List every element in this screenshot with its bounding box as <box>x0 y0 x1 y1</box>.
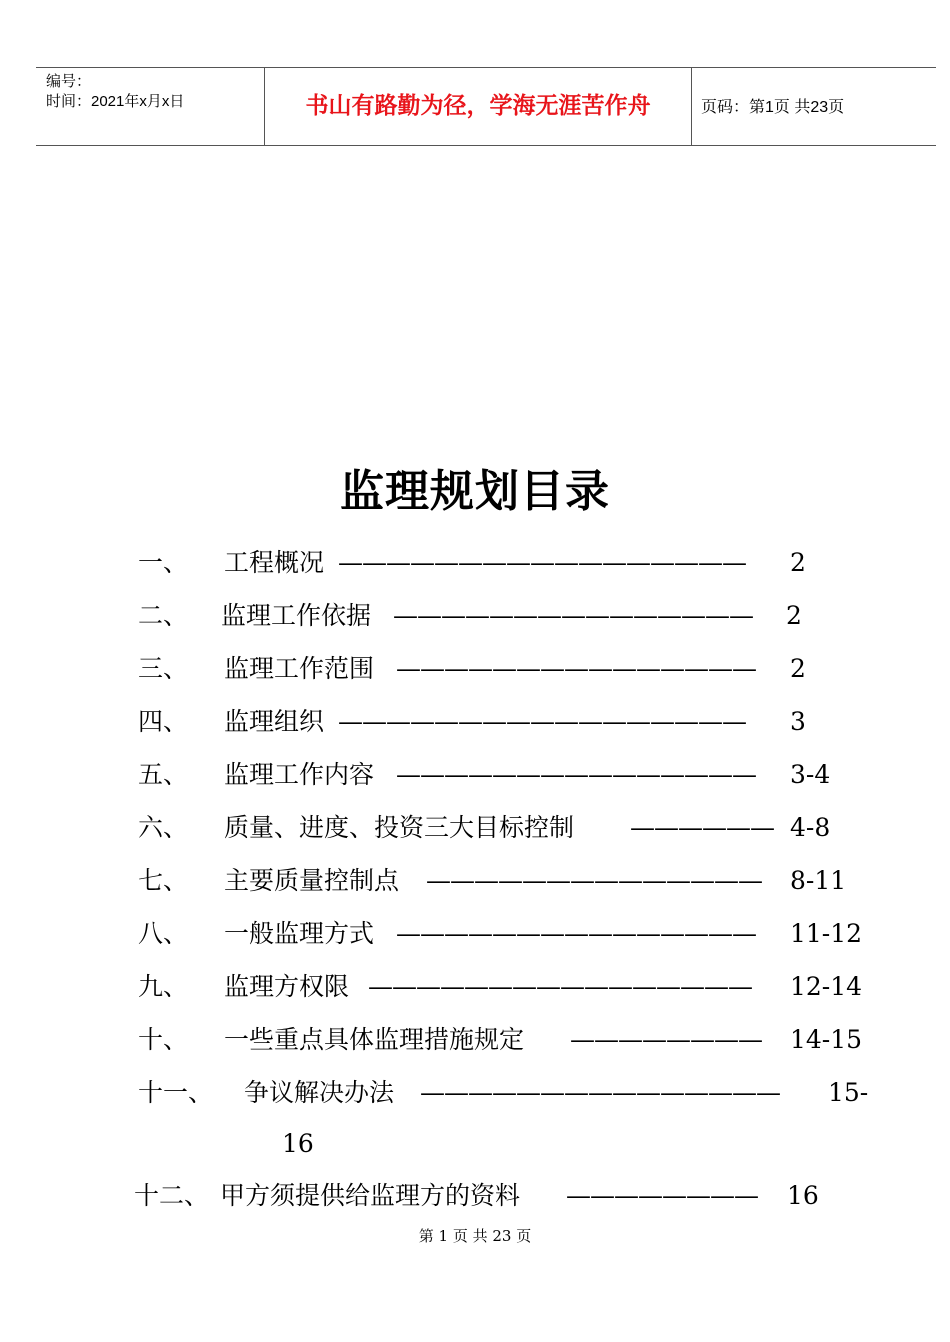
page-info: 页码：第1页 共23页 <box>701 99 845 116</box>
toc-item-pages: 14-15 <box>790 1025 863 1054</box>
toc-item-pages: 3-4 <box>790 760 831 789</box>
toc-item-leader: ——————————————— <box>393 601 753 630</box>
toc-item-label: 监理方权限 <box>224 972 350 1001</box>
toc-item-label: 监理组织 <box>224 707 325 736</box>
code-label: 编号： <box>46 73 92 90</box>
toc-item-pages: 8-11 <box>790 866 847 895</box>
toc-item-number: 十、 <box>138 1025 189 1054</box>
toc-item-label: 工程概况 <box>224 548 325 577</box>
toc-item-pages: 15- <box>828 1078 869 1107</box>
toc-item-pages: 4-8 <box>790 813 831 842</box>
toc-item-number: 九、 <box>138 972 189 1001</box>
motto: 书山有路勤为径，学海无涯苦作舟 <box>305 92 651 119</box>
toc-item-label: 一般监理方式 <box>224 919 375 948</box>
toc-item-leader: ——————————————— <box>396 654 756 683</box>
document-title: 监理规划目录 <box>340 466 610 517</box>
page-header <box>36 67 936 146</box>
header-page-cell <box>691 68 936 145</box>
toc-item-pages: 2 <box>790 548 806 577</box>
toc-item-number: 十二、 <box>134 1181 210 1210</box>
toc-item-number: 四、 <box>138 707 189 736</box>
toc-item-leader: ———————————————— <box>368 972 752 1001</box>
toc-item-number: 一、 <box>138 548 189 577</box>
toc-item-pages-continued: 16 <box>282 1129 314 1158</box>
toc-item-label: 争议解决办法 <box>244 1078 395 1107</box>
header-motto-cell <box>264 68 692 145</box>
toc-item-label: 质量、进度、投资三大目标控制 <box>224 813 575 842</box>
toc-item-pages: 3 <box>790 707 806 736</box>
toc-item-label: 监理工作依据 <box>221 601 372 630</box>
toc-item-label: 监理工作内容 <box>224 760 375 789</box>
toc-item-pages: 2 <box>790 654 806 683</box>
toc-item-number: 八、 <box>138 919 189 948</box>
toc-item-leader: ——————————————— <box>420 1078 780 1107</box>
toc-item-leader: ———————— <box>570 1025 762 1054</box>
toc-item-pages: 11-12 <box>790 919 863 948</box>
toc-item-label: 一些重点具体监理措施规定 <box>224 1025 525 1054</box>
toc-item-pages: 2 <box>786 601 802 630</box>
toc-item-label: 监理工作范围 <box>224 654 375 683</box>
toc-item-leader: ————————————————— <box>338 707 746 736</box>
page-footer: 第 1 页 共 23 页 <box>418 1227 532 1245</box>
toc-item-label: 甲方须提供给监理方的资料 <box>220 1181 521 1210</box>
toc-item-leader: ———————— <box>566 1181 758 1210</box>
toc-item-leader: —————————————— <box>426 866 762 895</box>
toc-item-number: 七、 <box>138 866 189 895</box>
toc-item-number: 五、 <box>138 760 189 789</box>
time-label: 时间：2021年x月x日 <box>46 93 185 110</box>
toc-item-leader: —————— <box>630 813 774 842</box>
toc-item-number: 六、 <box>138 813 189 842</box>
toc-item-pages: 12-14 <box>790 972 863 1001</box>
toc-item-pages: 16 <box>787 1181 819 1210</box>
header-meta-cell <box>36 68 264 145</box>
toc-item-leader: ——————————————— <box>396 919 756 948</box>
toc-item-leader: ————————————————— <box>338 548 746 577</box>
toc-item-leader: ——————————————— <box>396 760 756 789</box>
toc-item-number: 三、 <box>138 654 189 683</box>
toc-item-label: 主要质量控制点 <box>224 866 400 895</box>
toc-item-number: 二、 <box>138 601 189 630</box>
toc-item-number: 十一、 <box>138 1078 214 1107</box>
